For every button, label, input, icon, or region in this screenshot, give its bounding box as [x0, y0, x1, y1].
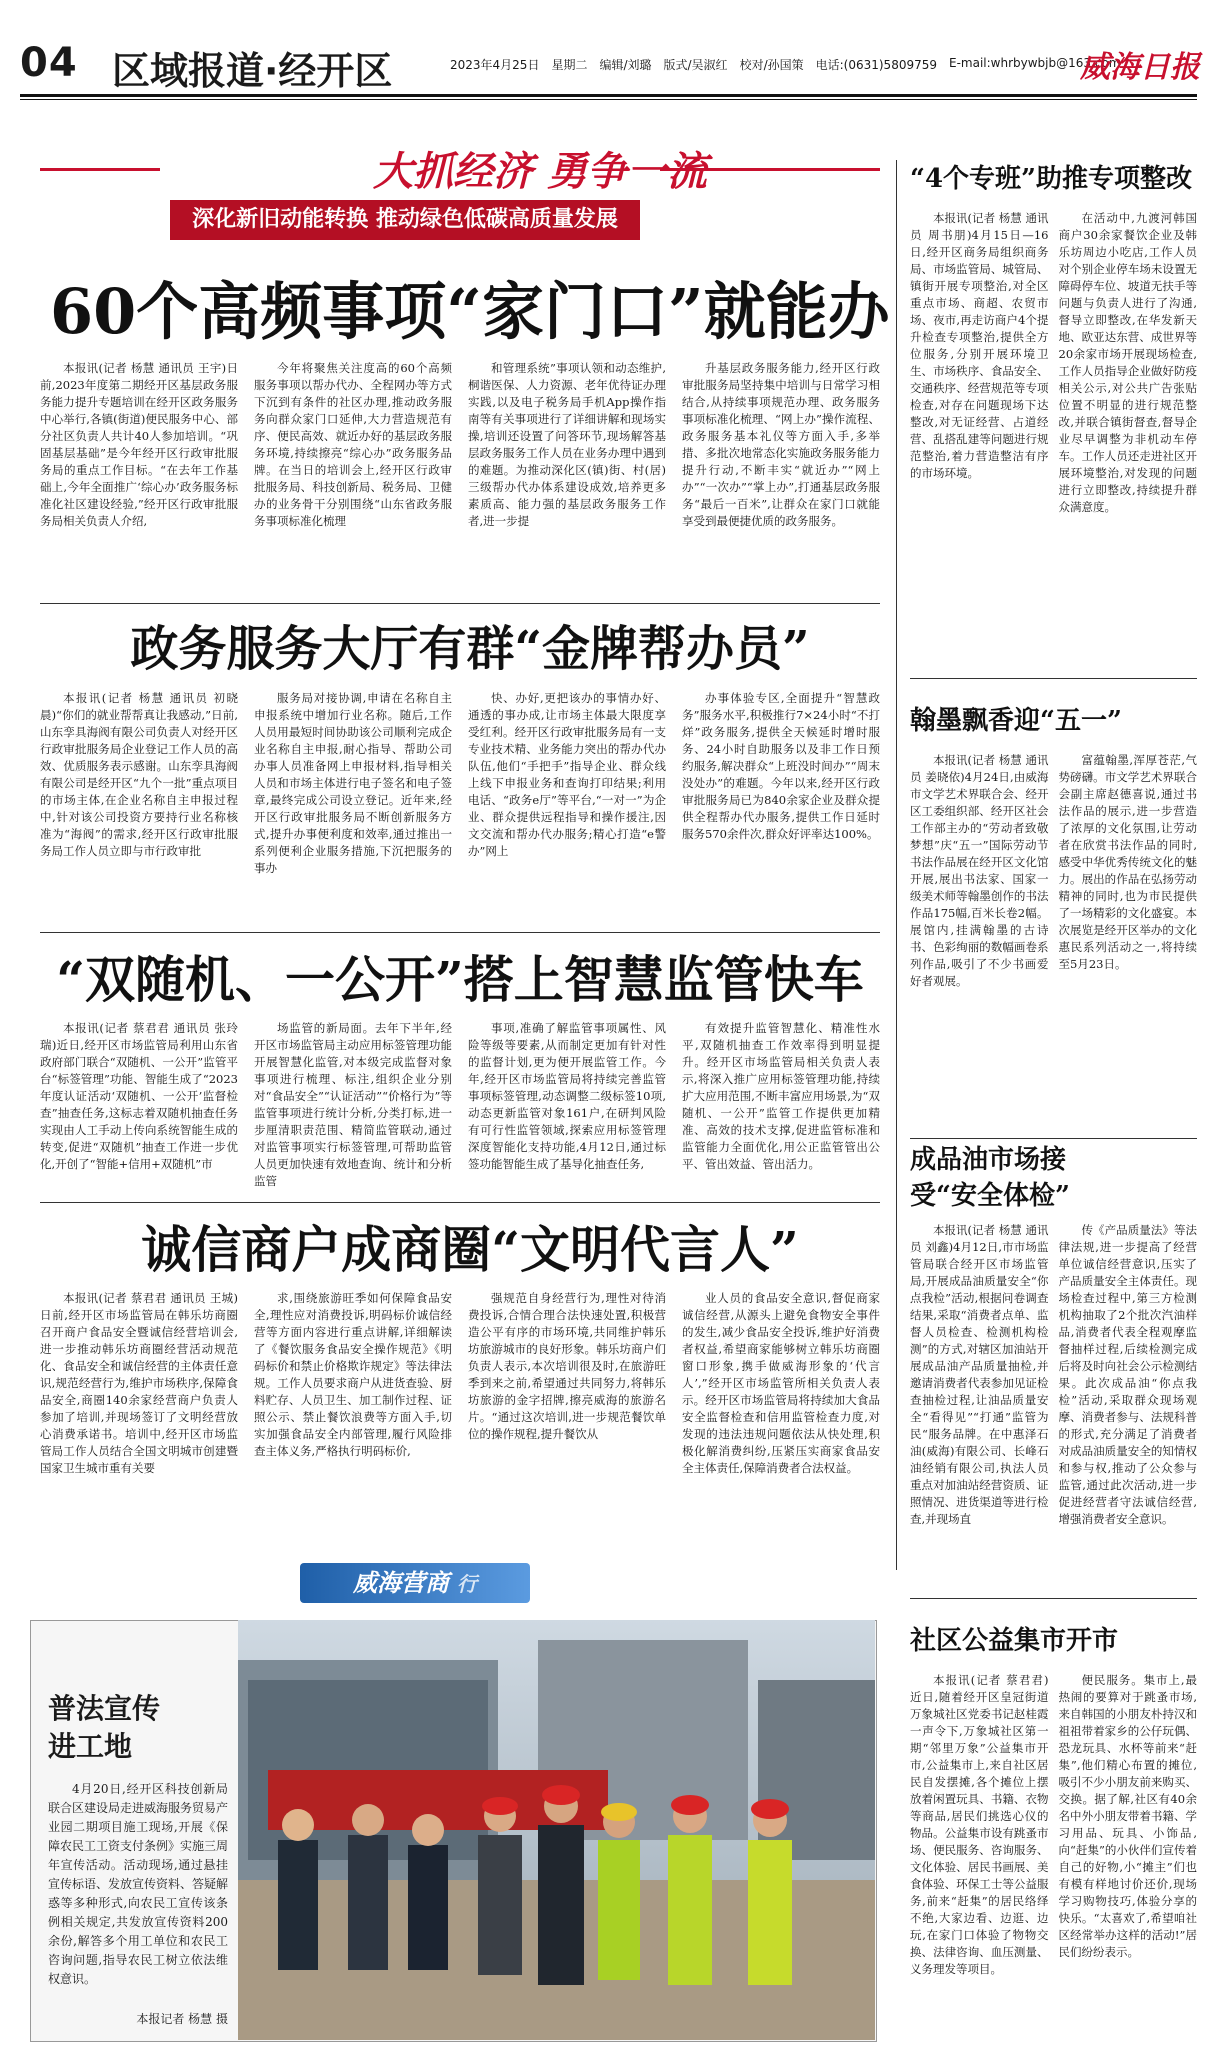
sidebar-2-title: 翰墨飘香迎“五一” [910, 706, 1122, 736]
article-4-headline: 诚信商户成商圈“文明代言人” [141, 1220, 799, 1279]
sidebar-1-body [910, 210, 1197, 666]
masthead-rule [20, 94, 1197, 97]
sidebar-1-title: “4个专班”助推专项整改 [910, 164, 1193, 194]
article-2-col-3: 快、办好,更把该办的事情办好、通透的事办成,让市场主体最大限度享受红利。经开区行政审批服务局有一支专业技术精、业务能力突出的帮办代办队伍,他们“手把手”指导企业、群众线上线下申报业务和查询打印结果;利用电话、“政务e厅”等平台,“一对一”为企业、群众提供远程指导和操作援注,因文交流和帮办代办服务;精心打造“e警办”网上 [468, 691, 666, 858]
divider [910, 678, 1197, 679]
feature-label [300, 1563, 530, 1603]
newspaper-logo: 威海日报 [1080, 50, 1200, 85]
sidebar-3-title: 成品油市场接受“安全体检” [910, 1145, 1070, 1211]
article-3-headline: “双随机、一公开”搭上智慧监管快车 [56, 950, 864, 1009]
feature-title-line-2: 进工地 [48, 1730, 133, 1763]
page-number: 04 [20, 40, 78, 86]
article-1-body [40, 360, 880, 600]
article-1-col-2: 今年将聚焦关注度高的60个高频服务事项以帮办代办、全程网办等方式下沉到有条件的社区办理,推动政务服务向群众家门口延伸,大力营造规范有序、便民高效、就近办好的基层政务服务环境,持续擦亮“综心办”政务服务品牌。在当日的培训会上,经开区行政审批服务局、科技创新局、税务局、卫健办的业务骨干分别围绕“山东省政务服务事项标准化梳理 [254, 361, 452, 528]
sidebar-4-col-2: 便民服务。集市上,最热闹的要算对于跳蚤市场,来自韩国的小朋友朴持汉和祖祖带着家乡的公仔玩偶、恐龙玩具、水杯等前来“赶集”,他们精心布置的摊位,吸引不少小朋友前来购买、交换。据了解,社区有40余名中外小朋友带着书籍、学习用品、玩具、小饰品,向“赶集”的小伙伴们宣传着自己的好物,小“摊主”们也有模有样地讨价还价,现场学习购物技巧,体验分享的快乐。“太喜欢了,希望咱社区经常举办这样的活动!”居民们纷纷表示。 [1058, 1673, 1197, 1959]
column-divider [896, 160, 897, 1570]
feature-title-line-1: 普法宣传 [48, 1692, 161, 1725]
article-4-body [40, 1290, 880, 1550]
feature-title [48, 1690, 228, 1766]
article-3-col-1: 本报讯(记者 蔡君君 通讯员 张玲瑞)近日,经开区市场监管局利用山东省政府部门联合“双随机、一公开”监管平台“标签管理”功能、智能生成了“2023年度认证活动‘双随机、一公开’监督检查”抽查任务,这标志着双随机抽查任务实现由人工手动上传向系统智能生成的转变,促进“双随机”抽查工作进一步优化,开创了“智能+信用+双随机”市 [40, 1021, 238, 1171]
article-2-headline: 政务服务大厅有群“金牌帮办员” [130, 621, 810, 677]
feature-body: 4月20日,经开区科技创新局联合区建设局走进威海服务贸易产业园二期项目施工现场,开展《保障农民工工资支付条例》实施三周年宣传活动。活动现场,通过悬挂宣传标语、发放宣传资料、答疑解惑等多种形式,向农民工宣传该条例相关规定,共发放宣传资料200余份,解答多个用工单位和农民工咨询问题,指导农民工树立依法维权意识。 [48, 1782, 229, 1986]
construction-site-photo [238, 1620, 875, 2040]
article-3-col-4: 有效提升监管智慧化、精准性水平,双随机抽查工作效率得到明显提升。经开区市场监管局相关负责人表示,将深入推广应用标签管理功能,持续扩大应用范围,不断丰富应用场景,为“双随机、一公开”监管工作提供更加精准、高效的技术支撑,促进监管标准和监管能力全面优化,用公正监管管出公平、管出效益、管出活力。 [682, 1021, 880, 1171]
article-3-col-2: 场监管的新局面。去年下半年,经开区市场监管局主动应用标签管理功能开展智慧化监管,对本级完成监督对象事项进行梳理、标注,组织企业分别对“食品安全”“认证活动”“价格行为”等监管事项进行统计分析,分类打标,进一步厘清职责范围、精简监管联动,通过对监管事项实行标签管理,可帮助监管人员更加快速有效地查询、统计和分析监管 [254, 1021, 452, 1188]
divider [40, 1202, 880, 1203]
photo-credit: 本报记者 杨慧 摄 [136, 2012, 228, 2026]
sidebar-2-body [910, 752, 1197, 1132]
article-3-body [40, 1020, 880, 1196]
feature-label-suffix: 行 [457, 1572, 477, 1596]
divider [910, 1598, 1197, 1599]
banner-subtitle: 深化新旧动能转换 推动绿色低碳高质量发展 [170, 200, 640, 240]
article-4-col-4: 业人员的食品安全意识,督促商家诚信经营,从源头上避免食物安全事件的发生,减少食品安全投诉,维护好消费者权益,希望商家能够树立韩乐坊商圈窗口形象,携手做威海形象的‘代言人’,”经开区市场监管所相关负责人表示。经开区市场监管局将持续加大食品安全监督检查和信用监管检查力度,对发现的违法违规问题依法从快处理,积极化解消费纠纷,压紧压实商家食品安全主体责任,保障消费者合法权益。 [682, 1291, 880, 1475]
article-1-headline: 60个高频事项“家门口”就能办 [50, 275, 890, 348]
sidebar-2-col-1: 本报讯(记者 杨慧 通讯员 姜晓依)4月24日,由威海市文学艺术界联合会、经开区工委组织部、经开区社会工作部主办的“劳动者致敬梦想”庆“五一”国际劳动节书法作品展在经开区文化馆开展,展出书法家、国家一级美术师等翰墨创作的书法作品175幅,百米长卷2幅。展馆内,挂满翰墨的古诗书、色彩绚丽的数幅画卷系列作品,吸引了不少书画爱好者观展。 [910, 753, 1049, 988]
issue-date: 2023年4月25日 [450, 58, 540, 72]
layout-credit: 版式/吴淑红 [663, 58, 728, 72]
sidebar-1-col-2: 在活动中,九渡河韩国商户30余家餐饮企业及韩乐坊周边小吃店,工作人员对个别企业停车场未设置无障碍停车位、坡道无扶手等问题与负责人进行了沟通,督导立即整改,在华发新天地、欧亚达东营、成世界等20余家市场开展现场检查,工作人员指导企业做好防疫相关公示,对公共广告张贴位置不明显的进行规范整改,并联合镇街督查,督导企业尽早调整为非机动车停车。工作人员还走进社区开展环境整治,对发现的问题进行立即整改,持续提升群众满意度。 [1058, 211, 1197, 514]
masthead-rule-thin [20, 99, 1197, 100]
section-title: 区域报道·经开区 [112, 49, 393, 93]
article-2-body [40, 690, 880, 926]
article-1-col-4: 升基层政务服务能力,经开区行政审批服务局坚持集中培训与日常学习相结合,从持续事项规范办理、政务服务事项标准化梳理、“网上办”操作流程、政务服务基本礼仪等方面入手,多举措、多批次地常态化实施政务服务能力提升行动,不断丰实“就近办”“网上办”“一次办”“掌上办”,打通基层政务服务“最后一百米”,让群众在家门口就能享受到最便捷优质的政务服务。 [682, 361, 880, 528]
banner-line-left [40, 168, 160, 171]
article-4-col-1: 本报讯(记者 蔡君君 通讯员 王城)日前,经开区市场监管局在韩乐坊商圈召开商户食品安全暨诚信经营培训会,进一步推动韩乐坊商圈经营活动规范化、食品安全和诚信经营的主体责任意识,规范经营行为,维护市场秩序,保障食品安全,商圈140余家经营商户负责人参加了培训,并现场签订了文明经营放心消费承诺书。培训中,经开区市场监管局工作人员结合全国文明城市创建暨国家卫生城市重有关要 [40, 1291, 238, 1475]
sidebar-3-col-1: 本报讯(记者 杨慧 通讯员 刘鑫)4月12日,市市场监管局联合经开区市场监管局,开展成品油质量安全“你点我检”活动,根据问卷调查结果,采取“消费者点单、监督人员检查、检测机构检测”的方式,对辖区加油站开展成品油产品质量抽检,并邀请消费者代表参加见证检查抽检过程,让油品质量安全“看得见”“打通”监管为民“服务品牌。在中惠泽石油(威海)有限公司、长峰石油经销有限公司,执法人员重点对加油站经营资质、证照情况、进货渠道等进行检查,并现场直 [910, 1223, 1049, 1526]
phone-number: 电话:(0631)5809759 [815, 58, 937, 72]
masthead-meta [450, 56, 1120, 73]
issue-weekday: 星期二 [551, 58, 588, 72]
feature-label-text: 威海营商 [353, 1569, 449, 1597]
article-2-col-4: 办事体验专区,全面提升“智慧政务”服务水平,积极推行7×24小时“不打烊”政务服务,提供全天候延时增时服务、24小时自助服务以及非工作日预约服务,解决群众“上班没时间办”“周末没处办”的难题。今年以来,经开区行政审批服务局已为840余家企业及群众提供全程帮办代办服务,提供工作日延时服务570余件次,群众好评率达100%。 [682, 691, 880, 841]
divider [40, 603, 880, 604]
divider [40, 932, 880, 933]
article-4-col-2: 求,围绕旅游旺季如何保障食品安全,理性应对消费投诉,明码标价诚信经营等方面内容进行重点讲解,详细解读了《餐饮服务食品安全操作规范》《明码标价和禁止价格欺诈规定》等法律法规。工作人员要求商户从进货查验、厨料贮存、人员卫生、加工制作过程、证照公示、禁止餐饮浪费等方面入手,切实加强食品安全内部管理,履行风险排查主体义务,严格执行明码标价, [254, 1291, 452, 1458]
email-address: E-mail:whrbywbjb@163.com [949, 56, 1121, 70]
article-3-col-3: 事项,准确了解监管事项属性、风险等级等要素,从而制定更加有针对性的监督计划,更为便开展监管工作。今年,经开区市场监管局将持续完善监管事项标签管理,动态调整二级标签10项,动态更新监管对象161户,在研判风险有可行性监管领域,探索应用标签管理深度智能化支持功能,4月12日,通过标签功能智能生成了基导化抽查任务, [468, 1021, 666, 1171]
sidebar-2-col-2: 富蕴翰墨,浑厚苍茫,气势磅礴。市文学艺术界联合会副主席赵德喜说,通过书法作品的展示,进一步营造了浓厚的文化氛围,让劳动者在欣赏书法作品的同时,感受中华优秀传统文化的魅力。展出的作品在弘扬劳动精神的同时,也为市民提供了一场精彩的文化盛宴。本次展览是经开区举办的文化惠民系列活动之一,将持续至5月23日。 [1058, 753, 1197, 971]
sidebar-4-title: 社区公益集市开市 [910, 1626, 1119, 1656]
sidebar-4-col-1: 本报讯(记者 蔡君君)近日,随着经开区皇冠街道万象城社区党委书记赵桂霞一声令下,万象城社区第一期“邻里万象”公益集市开市,公益集市上,来自社区居民自发摆摊,各个摊位上摆放着闲置玩具、书籍、衣物等商品,居民们挑选心仪的物品。公益集市设有跳蚤市场、便民服务、咨询服务、文化体验、居民书画展、美食体验、环保工士等公益服务,前来“赶集”的居民络绎不绝,大家边看、边逛、边玩,在家门口体验了物物交换、法律咨询、血压测量、义务理发等项目。 [910, 1673, 1049, 1976]
article-2-col-1: 本报讯(记者 杨慧 通讯员 初晓晨)“你们的就业帮帮真让我感动,”日前,山东孪具海阀有限公司负责人对经开区行政审批服务局企业登记工作人员的高效、优质服务表示感谢。山东孪具海阀有限公司是经开区“九个一批”重点项目的市场主体,在企业名称自主申报过程中,针对该公司投资方要持行业名称核准为“海阀”的需求,经开区行政审批服务局工作人员立即与市行政审批 [40, 691, 238, 858]
editor-credit: 编辑/刘璐 [599, 58, 652, 72]
sidebar-3-body [910, 1222, 1197, 1588]
divider [910, 1138, 1197, 1139]
banner-slogan: 大抓经济 勇争一流 [373, 148, 707, 195]
article-4-col-3: 强规范自身经营行为,理性对待消费投诉,合情合理合法快速处置,积极营造公平有序的市场环境,共同维护韩乐坊旅游城市的良好形象。韩乐坊商户们负责人表示,本次培训很及时,在旅游旺季到来之前,希望通过共同努力,将韩乐坊旅游的金字招牌,擦亮威海的旅游名片。“通过这次培训,进一步规范餐饮单位的操作规程,提升餐饮从 [468, 1291, 666, 1441]
sidebar-3-col-2: 传《产品质量法》等法律法规,进一步提高了经营单位诚信经营意识,压实了产品质量安全主体责任。现场检查过程中,第三方检测机构抽取了2个批次汽油样品,消费者代表全程观摩监督抽样过程,后续检测完成后将及时向社会公示检测结果。此次成品油“你点我检”活动,采取群众现场观摩、消费者参与、法规科普的形式,充分满足了消费者对成品油质量安全的知情权和参与权,推动了公众参与监管,通过此次活动,进一步促进经营者守法诚信经营,增强消费者安全意识。 [1058, 1223, 1197, 1526]
article-1-col-3: 和管理系统”事项认领和动态维护,桐谐医保、人力资源、老年优待证办理实践,以及电子税务局手机App操作指南等有关事项进行了详细讲解和现场实操,培训还设置了问答环节,现场解答基层政务服务工作人员在业务办理中遇到的难题。为推动深化区(镇)街、村(居)三级帮办代办体系建设成效,培养更多素质高、能力强的基层政务服务工作者,进一步提 [468, 361, 666, 528]
sidebar-1-col-1: 本报讯(记者 杨慧 通讯员 周书朋)4月15日—16日,经开区商务局组织商务局、市场监管局、城管局、镇街开展专项整治,对全区重点市场、商超、农贸市场、夜市,再走访商户4个提升检查专项整治,提供全方位服务,分别开展环境卫生、市场秩序、食品安全、交通秩序、经营规范等专项检查,对存在问题现场下达整改,对无证经营、占道经营、乱搭乱建等问题进行规范整治,着力营造整洁有序的市场环境。 [910, 211, 1049, 480]
sidebar-4-body [910, 1672, 1197, 2042]
proof-credit: 校对/孙国策 [739, 58, 804, 72]
article-1-col-1: 本报讯(记者 杨慧 通讯员 王宇)日前,2023年度第二期经开区基层政务服务能力提升专题培训在经开区政务服务中心举行,各镇(街道)便民服务中心、部分社区负责人共计40人参加培训。“巩固基层基础”是今年经开区行政审批服务局的重点工作目标。“在去年工作基础上,今年全面推广‘综心办’政务服务标准化社区建设经验,”经开区行政审批服务局相关负责人介绍, [40, 361, 238, 528]
article-2-col-2: 服务局对接协调,申请在名称自主申报系统中增加行业名称。随后,工作人员用最短时间协助该公司顺利完成企业名称自主申报,耐心指导、帮助公司办事人员准备网上申报材料,指导相关人员和市场主体进行电子签名和电子签章,最终完成公司设立登记。近年来,经开区行政审批服务局不断创新服务方式,提升办事便利度和效率,通过推出一系列便利企业服务措施,下沉把服务的事办 [254, 691, 452, 875]
